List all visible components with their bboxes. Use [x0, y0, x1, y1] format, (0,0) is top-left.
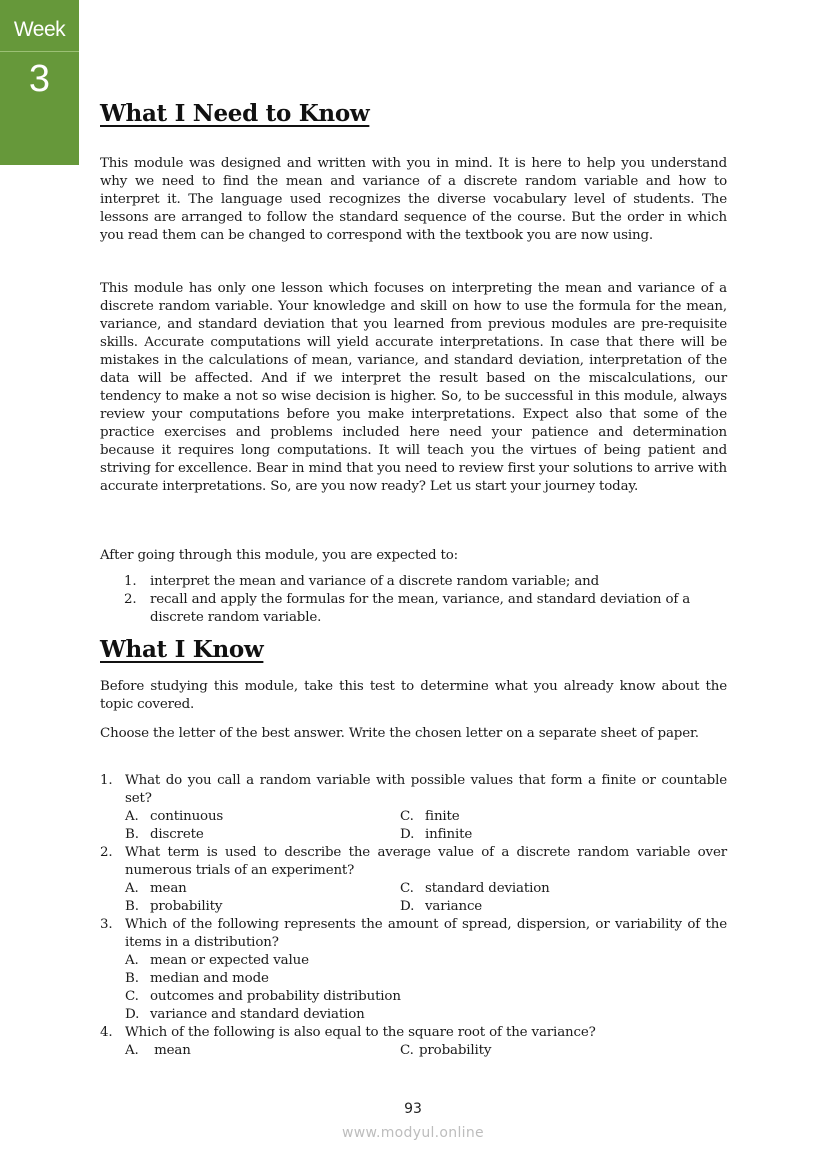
page-number: 93 [404, 1101, 422, 1117]
choice-option [400, 826, 727, 844]
choice-text: probability [150, 899, 223, 914]
paragraph: This module was designed and written with you in mind. It is here to help you understand why we need to find the mean and variance of a discrete random variable and how to interpret it. The language used recognizes the diverse vocabulary level of students. The lessons are arranged to follow the standard sequence of the course. But the order in which you read them can be changed to correspond with the textbook you are now using. [100, 156, 727, 243]
question-text: What do you call a random variable with possible values that form a finite or countable set? [125, 773, 727, 806]
choice-option [125, 988, 727, 1006]
week-tab [0, 0, 79, 165]
objectives-block [100, 547, 727, 627]
choice-option [400, 898, 727, 916]
intro-paragraph-2 [100, 280, 727, 496]
choice-letter: C. [125, 989, 139, 1004]
watermark: www.modyul.online [342, 1125, 484, 1141]
choice-text: mean [150, 1043, 191, 1058]
choice-text: variance and standard deviation [150, 1007, 365, 1022]
choice-letter: C. [400, 881, 414, 896]
objective-item [124, 573, 727, 591]
question-number: 4. [100, 1025, 113, 1040]
choice-option [125, 808, 400, 826]
choice-letter: B. [125, 899, 139, 914]
choice-option [400, 808, 727, 826]
choice-option [125, 952, 727, 970]
paragraph: This module has only one lesson which focuses on interpreting the mean and variance of a discrete random variable. Your knowledge and skill on how to use the formula for the mean, variance, and standard deviation that you learned from previous modules are pre-requisite skills. Accurate computations will yield accurate interpretations. In case that there will be mistakes in the calculations of mean, variance, and standard deviation, interpretation of the data will be affected. And if we interpret the result based on the miscalculations, our tendency to make a not so wise decision is higher. So, to be successful in this module, always review your computations before you make interpretations. Expect also that some of the practice exercises and problems included here need your patience and determination because it requires long computations. It will teach you the virtues of being patient and striving for excellence. Bear in mind that you need to review first your solutions to arrive with accurate interpretations. So, are you now ready? Let us start your journey today. [100, 281, 727, 494]
week-number: 3 [28, 58, 51, 100]
section-title-what-i-need-to-know: What I Need to Know [100, 100, 370, 127]
choice-option [125, 1006, 727, 1024]
choice-text: outcomes and probability distribution [150, 989, 401, 1004]
choice-option [400, 880, 727, 898]
choice-text: median and mode [150, 971, 269, 986]
objective-text: interpret the mean and variance of a discrete random variable; and [150, 574, 600, 589]
choice-letter: C. [400, 1043, 414, 1058]
objectives-intro: After going through this module, you are expected to: [100, 548, 459, 563]
choice-text: finite [425, 809, 460, 824]
objective-number: 1. [124, 574, 137, 589]
choice-text: discrete [150, 827, 204, 842]
paragraph: Choose the letter of the best answer. Write the chosen letter on a separate sheet of paper. [100, 726, 699, 741]
choice-letter: B. [125, 827, 139, 842]
question-item [100, 844, 727, 916]
objective-item [124, 591, 727, 627]
question-text: What term is used to describe the average value of a discrete random variable over numerous trials of an experiment? [125, 845, 727, 878]
choice-text: infinite [425, 827, 473, 842]
choice-letter: A. [125, 809, 139, 824]
choice-text: mean or expected value [150, 953, 309, 968]
choice-letter: B. [125, 971, 139, 986]
pretest-instructions [100, 725, 727, 743]
question-item [100, 772, 727, 844]
objective-number: 2. [124, 592, 137, 607]
pretest-intro [100, 678, 727, 714]
question-number: 1. [100, 773, 113, 788]
week-tab-divider [0, 51, 79, 52]
choice-option [125, 1042, 400, 1060]
question-text: Which of the following represents the amount of spread, dispersion, or variability of the items in a distribution? [125, 917, 727, 950]
quiz-questions [100, 772, 727, 1060]
choice-letter: A. [125, 1043, 139, 1058]
choice-text: standard deviation [425, 881, 550, 896]
choice-option [125, 826, 400, 844]
answer-choices [125, 808, 727, 844]
choice-letter: D. [400, 827, 415, 842]
choice-text: variance [425, 899, 483, 914]
question-item [100, 916, 727, 1024]
section-title-what-i-know: What I Know [100, 636, 264, 663]
objective-text: recall and apply the formulas for the mean, variance, and standard deviation of a discrete random variable. [150, 592, 691, 625]
choice-text: continuous [150, 809, 224, 824]
choice-text: probability [419, 1043, 492, 1058]
answer-choices [125, 952, 727, 1024]
question-number: 3. [100, 917, 113, 932]
choice-letter: D. [400, 899, 415, 914]
choice-option [125, 880, 400, 898]
paragraph: Before studying this module, take this test to determine what you already know about the topic covered. [100, 679, 727, 712]
choice-letter: A. [125, 881, 139, 896]
question-item [100, 1024, 727, 1060]
choice-option [125, 970, 727, 988]
choice-option [125, 898, 400, 916]
answer-choices [125, 1042, 727, 1060]
intro-paragraph-1 [100, 155, 727, 245]
question-text: Which of the following is also equal to the square root of the variance? [125, 1025, 596, 1040]
week-label: Week [13, 18, 66, 41]
question-number: 2. [100, 845, 113, 860]
choice-letter: D. [125, 1007, 140, 1022]
answer-choices [125, 880, 727, 916]
choice-letter: A. [125, 953, 139, 968]
choice-option [400, 1042, 727, 1060]
choice-text: mean [150, 881, 187, 896]
choice-letter: C. [400, 809, 414, 824]
